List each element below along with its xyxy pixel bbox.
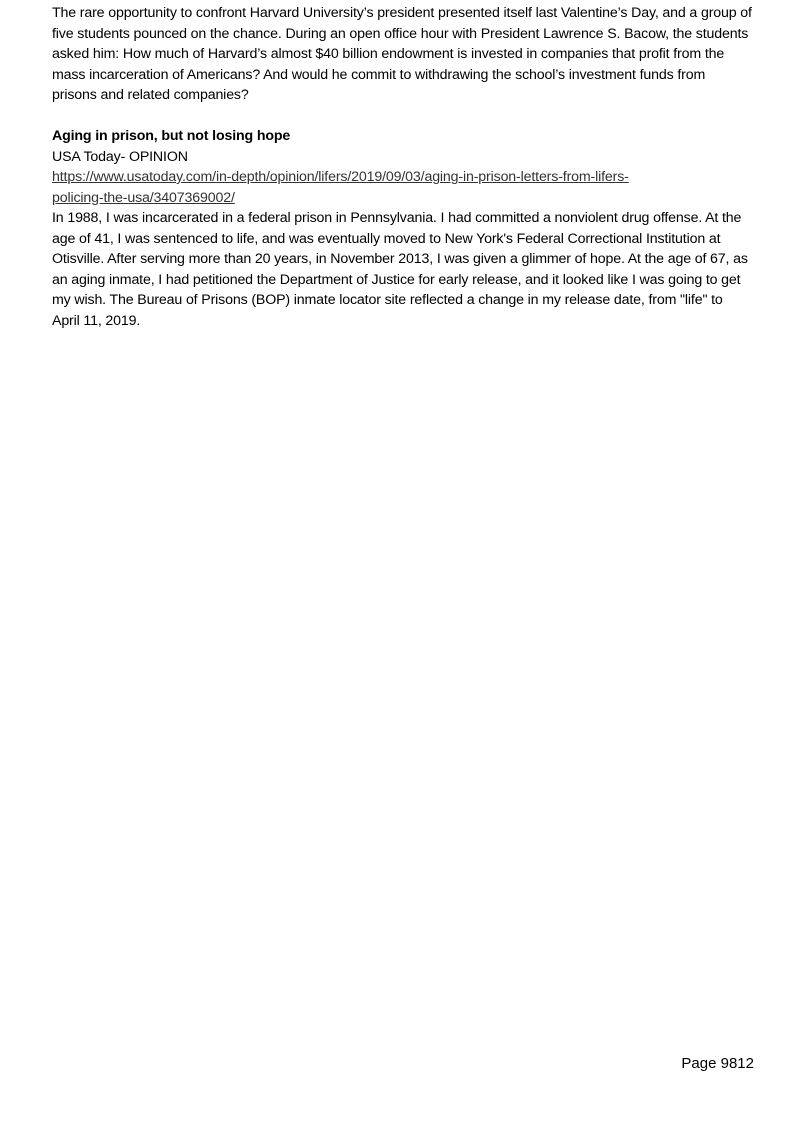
article-title: Aging in prison, but not losing hope: [52, 128, 291, 144]
page-number: Page 9812: [681, 1055, 754, 1072]
article-source: USA Today- OPINION: [52, 148, 188, 165]
intro-paragraph: The rare opportunity to confront Harvard University’s president presented itself last Valentine’s Day, and a group of five students pounced on the chance. During an open office hour with President Lawrence S. Bacow, the students asked him: How much of Harvard’s almost $40 billion endowment is invested in companies that profit from the mass incarceration of Americans? And would he commit to withdrawing the school’s investment funds from prisons and related companies?: [52, 5, 752, 103]
article-body: In 1988, I was incarcerated in a federal prison in Pennsylvania. I had committed a nonviolent drug offense. At the age of 41, I was sentenced to life, and was eventually moved to New York's Federal Correctional Institution at Otisville. After serving more than 20 years, in November 2013, I was given a glimmer of hope. At the age of 67, as an aging inmate, I had petitioned the Department of Justice for early release, and it looked like I was going to get my wish. The Bureau of Prisons (BOP) inmate locator site reflected a change in my release date, from "life" to April 11, 2019.: [52, 210, 748, 329]
article-link[interactable]: [52, 167, 752, 208]
paragraph-spacer: [52, 106, 752, 127]
article-link-line-1[interactable]: https://www.usatoday.com/in-depth/opinion/lifers/2019/09/03/aging-in-prison-letters-from-lifers-: [52, 169, 629, 185]
document-body: [52, 3, 752, 331]
article-link-line-2[interactable]: policing-the-usa/3407369002/: [52, 189, 235, 206]
